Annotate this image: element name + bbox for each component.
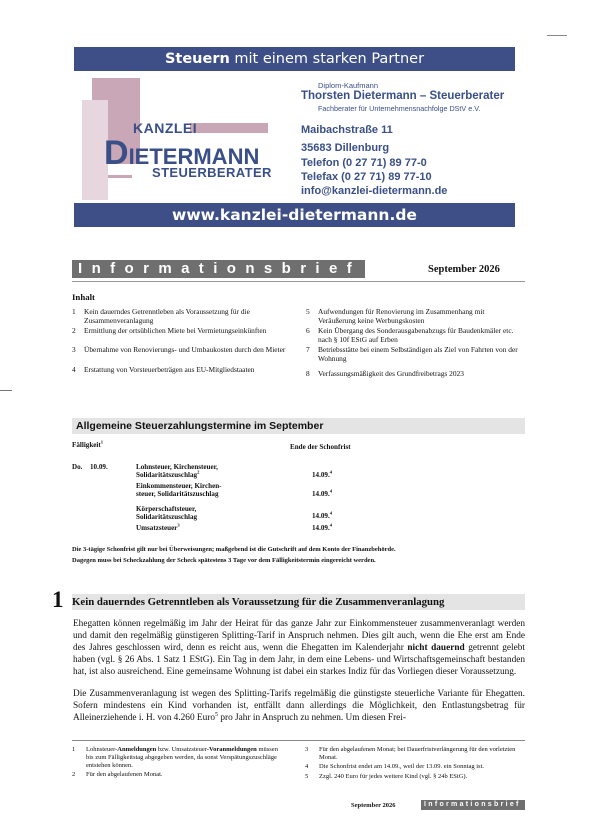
toc-item-text: Übernahme von Renovierungs- und Umbaukosten durch den Mieter [84, 345, 286, 354]
p2-part-b: pro Jahr in Anspruch zu nehmen. Um diesen Frei- [218, 712, 406, 723]
tax-row-line1: Einkommensteuer, Kirchen- [136, 482, 222, 490]
footnote-num: 3 [305, 746, 309, 753]
toc-item-num: 1 [72, 307, 76, 316]
logo-bar [190, 123, 268, 133]
toc-item-1[interactable] [72, 308, 290, 325]
col-faelligkeit-sup: 1 [100, 439, 104, 445]
tax-row-sup: 2 [197, 470, 200, 476]
toc-item-text: Betriebsstätte bei einem Selbständigen als Ziel von Fahrten von der Wohnung [318, 345, 518, 363]
toc-item-text: Kein Übergang des Sonderausgabenabzugs für Baudenkmäler etc. nach § 10f EStG auf Erben [318, 326, 514, 344]
toc-item-num: 5 [306, 307, 310, 316]
brief-title-rule [72, 281, 525, 282]
due-day: Do. [72, 463, 83, 471]
p1-part-a: Ehegatten können regelmäßig im Jahr der Heirat für das ganze Jahr zur Einkommensteuer zusammenveranlagt werden und damit den regelmäßig günstigeren Splitting-Tarif in Anspruch nehmen. Dies gilt auch, wenn die Ehe erst am Ende des Jahres geschlossen wird, denn es reicht aus, wenn die Ehegatten im Kalenderjahr [73, 619, 525, 653]
tax-row-line1: Umsatzsteuer [136, 524, 178, 532]
tax-row-line2: Solidaritätszuschlag [136, 513, 198, 522]
toc-item-text: Kein dauerndes Getrenntleben als Voraussetzung für die Zusammenveranlagung [84, 307, 250, 325]
website-banner[interactable] [74, 203, 515, 227]
tax-row-2 [136, 482, 296, 499]
tax-row-4 [136, 524, 296, 532]
tax-row-1 [136, 463, 296, 480]
contact-city: 35683 Dillenburg [301, 142, 390, 154]
article-paragraph-2 [73, 689, 525, 725]
contact-phone: Telefon (0 27 71) 89 77-0 [301, 157, 427, 169]
toc-item-num: 6 [306, 326, 310, 335]
toc-item-text: Verfassungsmäßigkeit des Grundfreibetrags 2023 [318, 369, 464, 378]
toc-item-num: 4 [72, 365, 76, 374]
logo [82, 78, 282, 200]
contact-street: Maibachstraße 11 [301, 124, 393, 136]
article-number: 1 [52, 587, 64, 612]
slogan-bold: Steuern [164, 51, 230, 67]
footnote-num: 5 [305, 773, 309, 780]
website-link[interactable]: www.kanzlei-dietermann.de [172, 206, 417, 224]
due-date: 10.09. [90, 463, 108, 471]
f1-mid: bzw. Umsatzsteuer- [156, 746, 209, 753]
tax-row-3 [136, 505, 296, 522]
toc-item-2[interactable] [72, 327, 290, 336]
tax-row-end-date: 14.09. [312, 471, 330, 479]
footer-date: September 2026 [351, 802, 396, 809]
header-top-rule [547, 35, 567, 36]
slogan-rest: mit einem starken Partner [229, 51, 425, 67]
tax-dates-heading: Allgemeine Steuerzahlungstermine im September [76, 420, 324, 432]
toc-item-num: 8 [306, 369, 310, 378]
tax-row-2-end [312, 490, 332, 498]
toc-heading: Inhalt [72, 292, 95, 302]
logo-shape-stripe [108, 175, 132, 178]
tax-row-sup: 3 [177, 522, 180, 528]
toc-item-num: 7 [306, 345, 310, 354]
toc-item-text: Aufwendungen für Renovierung im Zusammenhang mit Veräußerung keine Werbungskosten [318, 307, 485, 325]
tax-row-1-end [312, 471, 332, 479]
contact-email[interactable]: info@kanzlei-dietermann.de [301, 185, 448, 197]
logo-name: IETERMANN [128, 144, 260, 169]
footnote-num: 2 [72, 771, 76, 778]
contact-fax: Telefax (0 27 71) 89 77-10 [301, 171, 432, 183]
margin-mark [0, 390, 12, 391]
toc-item-text: Ermittlung der ortsüblichen Miete bei Vermietungseinkünften [84, 326, 267, 335]
tax-note-1: Die 3-tägige Schonfrist gilt nur bei Überweisungen; maßgebend ist die Gutschrift auf dem Konto der Finanzbehörde. [72, 546, 396, 553]
footnote-text: Zzgl. 240 Euro für jedes weitere Kind (vgl. § 24b EStG). [319, 773, 468, 780]
tax-row-line2: steuer, Solidaritätszuschlag [136, 490, 219, 499]
tax-row-end-date: 14.09. [312, 512, 330, 520]
tax-row-line1: Körperschaftsteuer, [136, 505, 197, 513]
footnote-text: Für den abgelaufenen Monat; bei Dauerfristverlängerung für den vorletzten Monat. [319, 746, 516, 761]
toc-item-6[interactable] [306, 327, 522, 344]
tax-row-end-sup: 4 [329, 522, 333, 528]
footnote-text: Die Schonfrist endet am 14.09., weil der 13.09. ein Sonntag ist. [319, 763, 485, 770]
col-faelligkeit [72, 441, 103, 449]
article-paragraph-1 [73, 619, 525, 679]
slogan-banner [74, 47, 515, 71]
toc-item-5[interactable] [306, 308, 522, 325]
footnote-num: 4 [305, 763, 309, 770]
footnote-rule [72, 740, 525, 741]
footnote-1 [72, 746, 282, 770]
tax-row-line1: Lohnsteuer, Kirchensteuer, [136, 463, 218, 471]
p1-bold: nicht dauernd [407, 642, 465, 653]
p2-sup: 5 [215, 711, 219, 718]
tax-row-end-sup: 4 [329, 488, 333, 494]
brief-date: September 2026 [428, 264, 500, 275]
toc-item-text: Erstattung von Vorsteuerbeträgen aus EU-Mitgliedstaaten [84, 365, 255, 374]
col-faelligkeit-label: Fälligkeit [72, 441, 101, 449]
logo-d: D [104, 134, 129, 172]
footnote-num: 1 [72, 746, 76, 753]
f1-bold-1: Anmeldungen [117, 746, 157, 753]
tax-row-end-sup: 4 [329, 510, 333, 516]
footnote-text [72, 746, 282, 770]
article-title: Kein dauerndes Getrenntleben als Voraussetzung für die Zusammenveranlagung [72, 596, 445, 608]
p1-part-b: getrennt gelebt haben (vgl. § 26 Abs. 1 Satz 1 EStG). Ein Tag in dem Jahr, in dem eine Lebens- und Wirtschaftsgemeinschaft bestanden hat, ist also ausreichend. Eine gemeinsame Wohnung ist dabei ein starkes Indiz für das Vorliegen dieser Voraussetzung. [73, 642, 525, 677]
tax-row-line2-wrap [136, 471, 296, 479]
toc-item-num: 2 [72, 326, 76, 335]
tax-row-3-end [312, 512, 332, 520]
f1-bold-2: Voranmeldungen [209, 746, 257, 753]
tax-row-end-sup: 4 [329, 469, 333, 475]
logo-kanzlei: KANZLEI [133, 120, 198, 136]
toc-item-num: 3 [72, 345, 76, 354]
footnote-4 [305, 763, 525, 771]
tax-row-end-date: 14.09. [312, 524, 330, 532]
p2-part-a: Die Zusammenveranlagung ist wegen des Splitting-Tarifs regelmäßig die günstigste steuerliche Variante für Ehegatten. Sofern mindestens ein Kind vorhanden ist, entfällt dann allerdings die Möglichkeit, den Entlastungsbetrag für Alleinerziehende i. H. von 4.260 Euro [73, 689, 525, 723]
brief-title: Informationsbrief [78, 260, 362, 277]
footer-title: Informationsbrief [424, 801, 521, 808]
toc-item-8[interactable] [306, 370, 522, 379]
contact-title: Diplom-Kaufmann [318, 81, 379, 90]
f1-post: müssen bis zum Fälligkeitstag abgegeben werden, da sonst Verspätungszuschläge entstehen können. [86, 746, 278, 769]
tax-row-end-date: 14.09. [312, 490, 330, 498]
col-schonfrist: Ende der Schonfrist [290, 443, 351, 451]
tax-row-line2: Solidaritätszuschlag [136, 471, 198, 480]
footnote-text: Für den abgelaufenen Monat. [86, 771, 163, 778]
footnote-5 [305, 773, 525, 781]
footnote-2 [72, 771, 282, 779]
f1-pre: Lohnsteuer- [86, 746, 118, 753]
toc-item-3[interactable] [72, 346, 290, 355]
logo-steuerberater: STEUERBERATER [152, 165, 272, 180]
contact-name: Thorsten Dietermann – Steuerberater [301, 90, 505, 102]
toc-item-4[interactable] [72, 366, 290, 375]
toc-item-7[interactable] [306, 346, 522, 363]
footnote-3 [305, 746, 525, 762]
tax-note-2: Dagegen muss bei Scheckzahlung der Scheck spätestens 3 Tage vor dem Fälligkeitstermin eingereicht werden. [72, 557, 376, 564]
tax-row-4-end [312, 524, 332, 532]
contact-specialty: Fachberater für Unternehmensnachfolge DStV e.V. [318, 104, 481, 113]
